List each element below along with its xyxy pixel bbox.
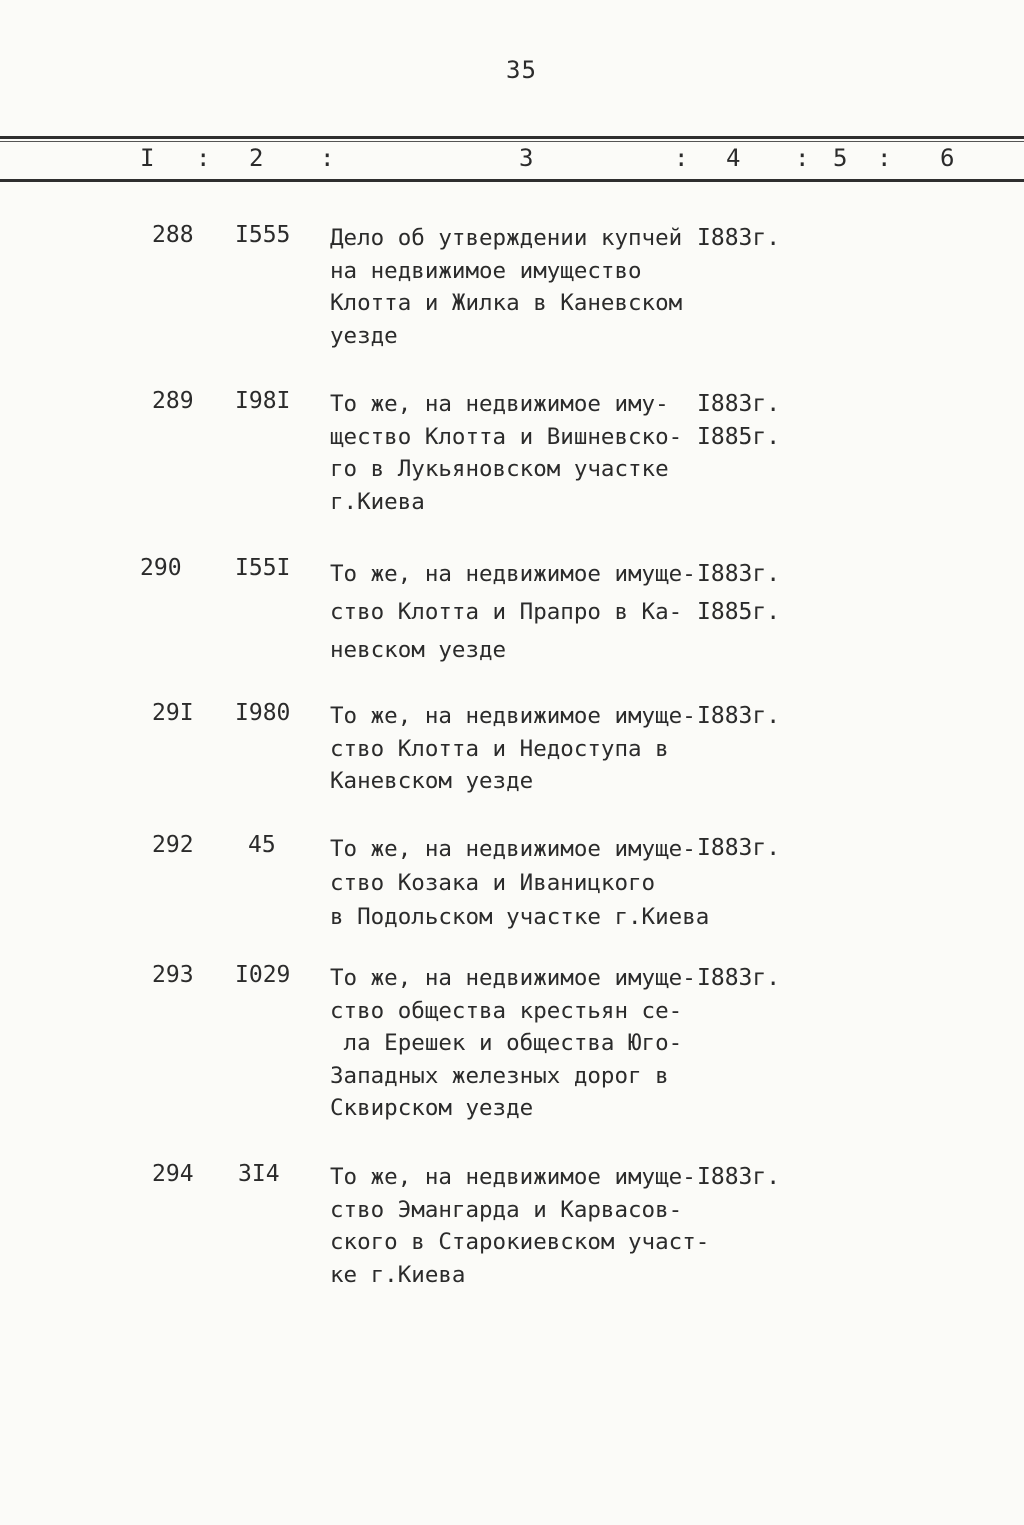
title-line: ского в Старокиевском участ- <box>330 1229 710 1255</box>
entry-code: I029 <box>235 962 291 988</box>
entry-title <box>330 700 710 798</box>
title-line: Сквирском уезде <box>330 1095 534 1121</box>
entry-title <box>330 962 710 1125</box>
entry-title <box>330 222 710 352</box>
title-line: на недвижимое имущество <box>330 257 642 284</box>
title-line: ке г.Киева <box>330 1261 466 1288</box>
entry-dates <box>697 1161 780 1194</box>
date: I883г. <box>697 965 781 991</box>
column-separator: : <box>877 144 892 172</box>
entry-dates <box>697 222 780 255</box>
entry-code: I555 <box>235 222 291 248</box>
title-line: То же, на недвижимое имуще- <box>330 836 696 862</box>
title-line: ство общества крестьян се- <box>330 997 683 1024</box>
entry-number: 293 <box>152 962 194 988</box>
date: I883г. <box>697 703 781 729</box>
entry-code: I55I <box>235 555 291 581</box>
entry-number: 288 <box>152 222 194 248</box>
date: I883г. <box>697 391 781 417</box>
title-line: Клотта и Жилка в Каневском <box>330 290 683 316</box>
entry-code: I98I <box>235 388 291 414</box>
title-line: Западных железных дорог в <box>330 1062 669 1089</box>
title-line: ство Клотта и Прапро в Ка- <box>330 599 683 625</box>
entry-code: 45 <box>248 832 276 858</box>
title-line: в Подольском участке г.Киева <box>330 904 710 930</box>
title-line: То же, на недвижимое имуще- <box>330 965 696 991</box>
entry-title <box>330 388 710 518</box>
title-line: г.Киева <box>330 488 425 515</box>
title-line: уезде <box>330 322 398 349</box>
title-line: го в Лукьяновском участке <box>330 456 669 482</box>
date: I885г. <box>697 599 781 625</box>
header-rule-top <box>0 136 1024 139</box>
entry-code: I980 <box>235 700 291 726</box>
entry-number: 29I <box>152 700 194 726</box>
entry-dates <box>697 700 780 733</box>
title-line: Каневском уезде <box>330 768 534 794</box>
title-line: То же, на недвижимое имуще- <box>330 561 696 587</box>
date: I883г. <box>697 225 781 251</box>
entry-number: 289 <box>152 388 194 414</box>
column-header-6: 6 <box>940 144 955 172</box>
date: I883г. <box>697 561 781 587</box>
entry-number: 290 <box>140 555 182 581</box>
title-line: То же, на недвижимое иму- <box>330 391 669 417</box>
title-line: То же, на недвижимое имуще- <box>330 703 696 729</box>
date: I883г. <box>697 1164 781 1190</box>
title-line: Дело об утверждении купчей <box>330 225 683 251</box>
title-line: То же, на недвижимое имуще- <box>330 1164 696 1190</box>
entry-dates <box>697 832 780 865</box>
column-separator: : <box>674 144 689 172</box>
title-line: щество Клотта и Вишневско- <box>330 423 683 450</box>
page-number: 35 <box>506 56 537 84</box>
title-line: ла Ерешек и общества Юго- <box>330 1030 683 1056</box>
title-line: ство Клотта и Недоступа в <box>330 735 669 762</box>
date: I883г. <box>697 835 781 861</box>
title-line: ство Эмангарда и Карвасов- <box>330 1196 683 1223</box>
column-header-3: 3 <box>519 144 534 172</box>
column-header-5: 5 <box>833 144 848 172</box>
column-header-2: 2 <box>249 144 264 172</box>
title-line: невском уезде <box>330 637 507 663</box>
entry-title <box>330 1161 710 1291</box>
column-separator: : <box>795 144 810 172</box>
entry-title <box>330 555 710 669</box>
header-rule-bottom <box>0 179 1024 182</box>
entry-title <box>330 832 710 934</box>
column-header-4: 4 <box>726 144 741 172</box>
entry-number: 294 <box>152 1161 194 1187</box>
column-header-1: I <box>140 144 155 172</box>
entry-number: 292 <box>152 832 194 858</box>
entry-code: 3I4 <box>238 1161 280 1187</box>
date: I885г. <box>697 423 781 450</box>
entry-dates <box>697 388 780 453</box>
entry-dates <box>697 962 780 995</box>
column-separator: : <box>320 144 335 172</box>
header-rule-top-thin <box>0 141 1024 142</box>
column-separator: : <box>196 144 211 172</box>
title-line: ство Козака и Иваницкого <box>330 870 656 896</box>
entry-dates <box>697 555 780 631</box>
